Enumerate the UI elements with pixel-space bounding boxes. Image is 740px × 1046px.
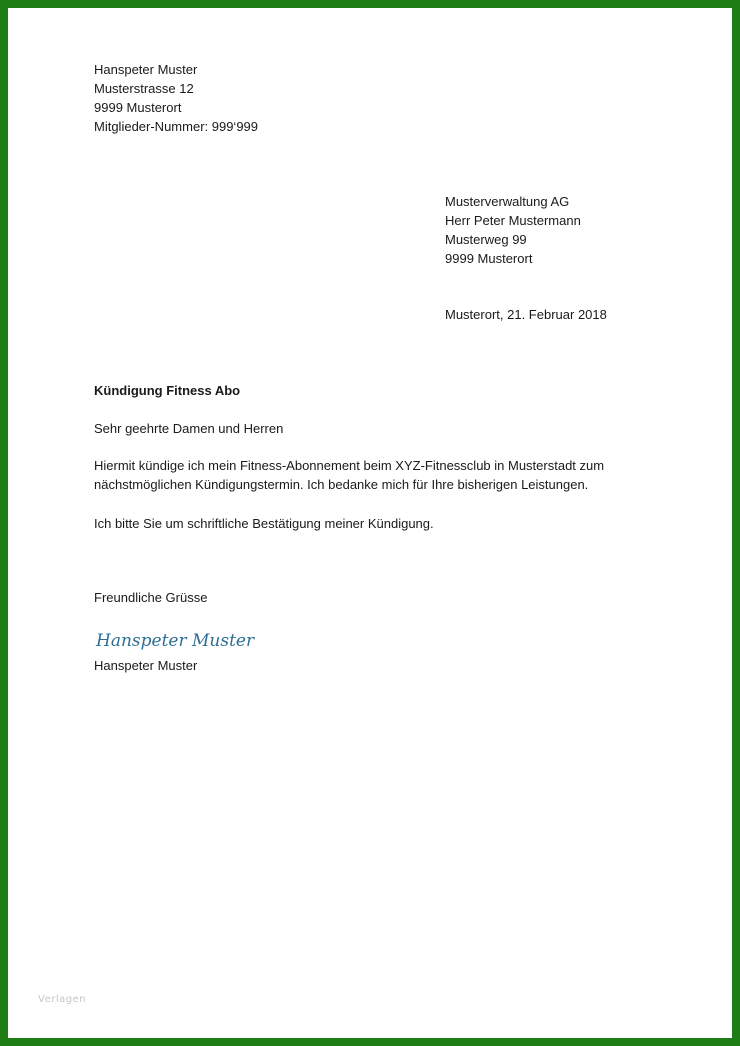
- sender-member-number: Mitglieder-Nummer: 999‘999: [94, 119, 259, 134]
- recipient-address: [445, 192, 581, 268]
- sender-street: Musterstrasse 12: [94, 81, 194, 96]
- recipient-city: 9999 Musterort: [445, 251, 533, 266]
- recipient-contact: Herr Peter Mustermann: [445, 213, 581, 228]
- sender-city: 9999 Musterort: [94, 100, 182, 115]
- closing-phrase: Freundliche Grüsse: [94, 590, 208, 605]
- salutation: Sehr geehrte Damen und Herren: [94, 421, 284, 436]
- date-line: Musterort, 21. Februar 2018: [445, 307, 607, 322]
- sender-address: [94, 60, 258, 136]
- recipient-company: Musterverwaltung AG: [445, 194, 570, 209]
- signature-script: Hanspeter Muster: [96, 631, 255, 651]
- watermark-text: Verlagen: [38, 994, 87, 1005]
- body-line-1: Hiermit kündige ich mein Fitness-Abonnement beim XYZ-Fitnessclub in Musterstadt zum: [94, 458, 605, 473]
- printed-name: Hanspeter Muster: [94, 658, 198, 673]
- body-paragraph: [94, 456, 604, 494]
- recipient-street: Musterweg 99: [445, 232, 527, 247]
- handwritten-signature: [94, 626, 264, 656]
- body-line-2: nächstmöglichen Kündigungstermin. Ich bedanke mich für Ihre bisherigen Leistungen.: [94, 477, 589, 492]
- signature-graphic: [94, 626, 264, 656]
- confirmation-request: Ich bitte Sie um schriftliche Bestätigung meiner Kündigung.: [94, 516, 434, 531]
- sender-name: Hanspeter Muster: [94, 62, 198, 77]
- letter-subject: Kündigung Fitness Abo: [94, 383, 241, 398]
